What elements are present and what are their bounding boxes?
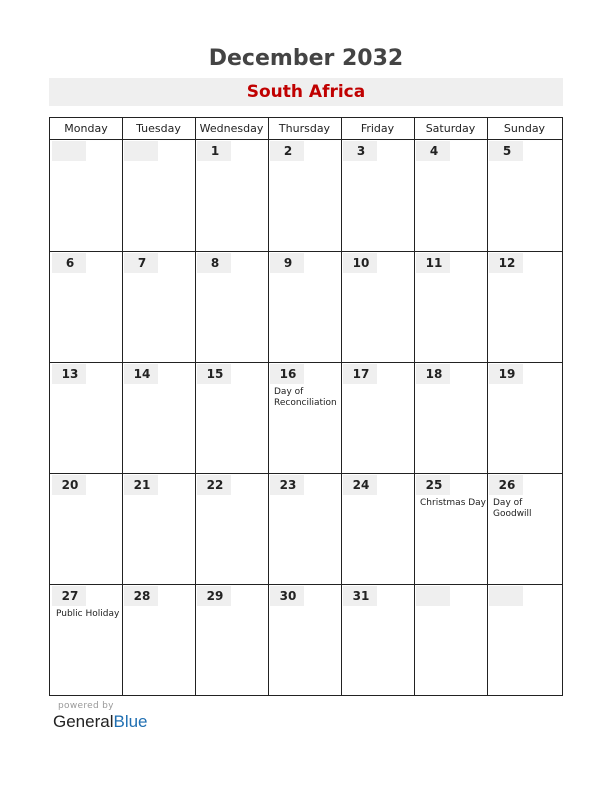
day-number: 14: [133, 367, 151, 381]
day-cell[interactable]: [342, 140, 414, 251]
day-number-box: [489, 475, 523, 495]
day-number: 9: [283, 256, 293, 270]
day-number-box: [124, 586, 158, 606]
day-number-box: [197, 475, 231, 495]
day-cell[interactable]: [488, 140, 562, 251]
day-number: [128, 141, 156, 161]
day-number-box: [52, 141, 86, 161]
day-number: [420, 586, 448, 606]
day-number: 21: [133, 478, 151, 492]
day-number-box: [52, 253, 86, 273]
day-cell[interactable]: [196, 363, 268, 473]
day-cell[interactable]: [342, 585, 414, 695]
day-number: 7: [137, 256, 147, 270]
day-cell[interactable]: [51, 585, 122, 695]
day-number: 10: [352, 256, 370, 270]
day-cell[interactable]: [123, 474, 195, 584]
day-number: 29: [206, 589, 224, 603]
day-number: 12: [498, 256, 516, 270]
day-cell[interactable]: [51, 363, 122, 473]
day-number: 25: [425, 478, 443, 492]
weekday-header-friday: Friday: [360, 122, 395, 135]
day-number-box: [416, 253, 450, 273]
day-cell[interactable]: [415, 252, 487, 362]
day-number: 20: [61, 478, 79, 492]
day-number: 28: [133, 589, 151, 603]
day-number-box: [489, 253, 523, 273]
brand-blue-text: Blue: [113, 712, 148, 731]
day-number: 1: [210, 144, 220, 158]
day-number-box: [197, 253, 231, 273]
day-number: 2: [283, 144, 293, 158]
holiday-label: Day of Goodwill: [493, 498, 532, 519]
day-number: 24: [352, 478, 370, 492]
day-number-box: [270, 141, 304, 161]
day-number-box: [343, 586, 377, 606]
day-number: 31: [352, 589, 370, 603]
calendar-title: December 2032: [208, 46, 404, 71]
day-number-box: [416, 586, 450, 606]
day-cell[interactable]: [342, 363, 414, 473]
holiday-label: Public Holiday: [56, 609, 120, 619]
day-cell[interactable]: [123, 252, 195, 362]
day-cell[interactable]: [196, 140, 268, 251]
day-number-box: [124, 141, 158, 161]
day-number: 3: [356, 144, 366, 158]
day-number-box: [52, 475, 86, 495]
day-cell[interactable]: [269, 363, 341, 473]
day-cell[interactable]: [196, 252, 268, 362]
day-number-box: [416, 364, 450, 384]
day-number-box: [343, 475, 377, 495]
day-number-box: [197, 586, 231, 606]
country-name: South Africa: [246, 82, 366, 102]
day-cell[interactable]: [415, 140, 487, 251]
day-cell[interactable]: [488, 474, 562, 584]
weekday-header-sunday: Sunday: [503, 122, 546, 135]
day-cell[interactable]: [51, 474, 122, 584]
day-number-box: [270, 253, 304, 273]
day-cell[interactable]: [269, 140, 341, 251]
day-number-box: [197, 141, 231, 161]
day-cell[interactable]: [196, 585, 268, 695]
day-cell[interactable]: [123, 585, 195, 695]
holiday-label: Day of Reconciliation: [274, 387, 337, 408]
day-number-box: [489, 141, 523, 161]
powered-by-text: powered by: [58, 701, 114, 711]
day-number: 4: [429, 144, 439, 158]
day-number-box: [52, 364, 86, 384]
day-number: [493, 586, 521, 606]
day-number-box: [270, 586, 304, 606]
day-cell[interactable]: [269, 252, 341, 362]
day-number: 17: [352, 367, 370, 381]
day-number: 16: [279, 367, 297, 381]
day-cell[interactable]: [488, 363, 562, 473]
day-number-box: [124, 364, 158, 384]
country-banner: [49, 78, 563, 106]
weekday-header-saturday: Saturday: [425, 122, 476, 135]
day-number-box: [343, 253, 377, 273]
day-number-box: [416, 475, 450, 495]
day-cell[interactable]: [269, 585, 341, 695]
day-number-box: [52, 586, 86, 606]
day-number: 23: [279, 478, 297, 492]
weekday-header-thursday: Thursday: [278, 122, 331, 135]
day-number: 6: [65, 256, 75, 270]
weekday-header-tuesday: Tuesday: [136, 122, 181, 135]
day-cell[interactable]: [51, 252, 122, 362]
generalblue-logo[interactable]: [53, 712, 148, 732]
day-number-box: [489, 364, 523, 384]
day-number-box: [343, 364, 377, 384]
holiday-label: Christmas Day: [420, 498, 487, 508]
calendar-grid: [49, 117, 563, 696]
day-number-box: [197, 364, 231, 384]
day-cell[interactable]: [415, 585, 487, 695]
day-number: 19: [498, 367, 516, 381]
weekday-header-wednesday: Wednesday: [199, 122, 264, 135]
day-number-box: [489, 586, 523, 606]
day-number-box: [416, 141, 450, 161]
day-number: [56, 141, 84, 161]
day-number-box: [124, 475, 158, 495]
day-cell[interactable]: [415, 363, 487, 473]
day-number: 27: [61, 589, 79, 603]
day-number: 26: [498, 478, 516, 492]
day-cell[interactable]: [196, 474, 268, 584]
day-cell[interactable]: [269, 474, 341, 584]
day-cell[interactable]: [123, 140, 195, 251]
day-cell[interactable]: [488, 585, 562, 695]
day-cell[interactable]: [342, 474, 414, 584]
day-number: 15: [206, 367, 224, 381]
day-number-box: [270, 475, 304, 495]
day-cell[interactable]: [123, 363, 195, 473]
day-number: 30: [279, 589, 297, 603]
day-cell[interactable]: [51, 140, 122, 251]
day-number: 5: [502, 144, 512, 158]
day-number-box: [343, 141, 377, 161]
day-number: 18: [425, 367, 443, 381]
day-number-box: [270, 364, 304, 384]
brand-general-text: General: [53, 712, 114, 731]
day-number: 8: [210, 256, 220, 270]
day-number: 22: [206, 478, 224, 492]
day-cell[interactable]: [342, 252, 414, 362]
weekday-header-monday: Monday: [64, 122, 108, 135]
day-number-box: [124, 253, 158, 273]
day-number: 11: [425, 256, 443, 270]
day-cell[interactable]: [415, 474, 487, 584]
day-number: 13: [61, 367, 79, 381]
day-cell[interactable]: [488, 252, 562, 362]
